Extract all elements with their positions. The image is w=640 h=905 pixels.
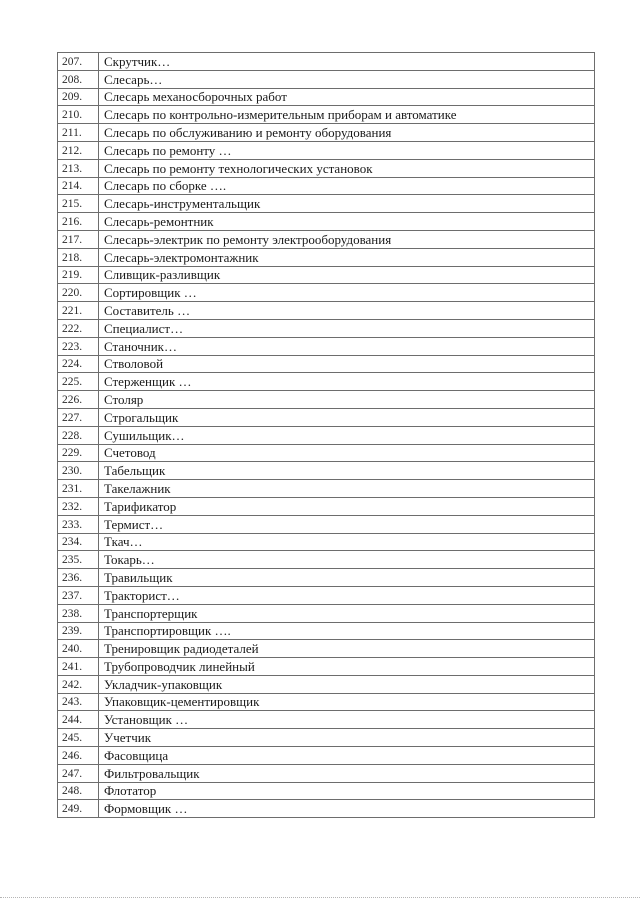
profession-name-cell: Стерженщик … bbox=[99, 373, 595, 391]
table-row bbox=[58, 159, 595, 177]
profession-name-cell: Транспортировщик …. bbox=[99, 622, 595, 640]
profession-name-cell: Слесарь по сборке …. bbox=[99, 177, 595, 195]
table-row bbox=[58, 764, 595, 782]
table-row bbox=[58, 658, 595, 676]
row-number-cell: 218. bbox=[58, 248, 99, 266]
row-number-cell: 229. bbox=[58, 444, 99, 462]
row-number-cell: 227. bbox=[58, 408, 99, 426]
row-number-cell: 211. bbox=[58, 124, 99, 142]
row-number-cell: 215. bbox=[58, 195, 99, 213]
profession-name-cell: Упаковщик-цементировщик bbox=[99, 693, 595, 711]
profession-name-cell: Тракторист… bbox=[99, 586, 595, 604]
row-number-cell: 240. bbox=[58, 640, 99, 658]
row-number-cell: 230. bbox=[58, 462, 99, 480]
table-row bbox=[58, 569, 595, 587]
table-row bbox=[58, 747, 595, 765]
row-number-cell: 232. bbox=[58, 497, 99, 515]
profession-name-cell: Укладчик-упаковщик bbox=[99, 675, 595, 693]
profession-name-cell: Слесарь по ремонту технологических установок bbox=[99, 159, 595, 177]
row-number-cell: 209. bbox=[58, 88, 99, 106]
row-number-cell: 225. bbox=[58, 373, 99, 391]
table-row bbox=[58, 444, 595, 462]
table-row bbox=[58, 586, 595, 604]
profession-name-cell: Трубопроводчик линейный bbox=[99, 658, 595, 676]
row-number-cell: 238. bbox=[58, 604, 99, 622]
table-row bbox=[58, 373, 595, 391]
row-number-cell: 233. bbox=[58, 515, 99, 533]
row-number-cell: 236. bbox=[58, 569, 99, 587]
table-row bbox=[58, 426, 595, 444]
table-row bbox=[58, 604, 595, 622]
table-row bbox=[58, 800, 595, 818]
profession-name-cell: Столяр bbox=[99, 391, 595, 409]
table-row bbox=[58, 462, 595, 480]
profession-name-cell: Фасовщица bbox=[99, 747, 595, 765]
row-number-cell: 219. bbox=[58, 266, 99, 284]
profession-name-cell: Сортировщик … bbox=[99, 284, 595, 302]
row-number-cell: 226. bbox=[58, 391, 99, 409]
table-row bbox=[58, 141, 595, 159]
row-number-cell: 235. bbox=[58, 551, 99, 569]
table-row bbox=[58, 53, 595, 71]
profession-name-cell: Специалист… bbox=[99, 319, 595, 337]
row-number-cell: 237. bbox=[58, 586, 99, 604]
table-row bbox=[58, 266, 595, 284]
profession-name-cell: Сливщик-разливщик bbox=[99, 266, 595, 284]
professions-table-body bbox=[58, 53, 595, 818]
row-number-cell: 213. bbox=[58, 159, 99, 177]
profession-name-cell: Счетовод bbox=[99, 444, 595, 462]
profession-name-cell: Слесарь… bbox=[99, 70, 595, 88]
profession-name-cell: Слесарь по контрольно-измерительным приборам и автоматике bbox=[99, 106, 595, 124]
row-number-cell: 246. bbox=[58, 747, 99, 765]
row-number-cell: 234. bbox=[58, 533, 99, 551]
row-number-cell: 216. bbox=[58, 213, 99, 231]
table-row bbox=[58, 533, 595, 551]
table-row bbox=[58, 248, 595, 266]
table-row bbox=[58, 711, 595, 729]
profession-name-cell: Табельщик bbox=[99, 462, 595, 480]
profession-name-cell: Флотатор bbox=[99, 782, 595, 800]
profession-name-cell: Слесарь механосборочных работ bbox=[99, 88, 595, 106]
row-number-cell: 223. bbox=[58, 337, 99, 355]
table-row bbox=[58, 88, 595, 106]
table-row bbox=[58, 230, 595, 248]
table-row bbox=[58, 284, 595, 302]
row-number-cell: 212. bbox=[58, 141, 99, 159]
table-row bbox=[58, 497, 595, 515]
row-number-cell: 208. bbox=[58, 70, 99, 88]
row-number-cell: 243. bbox=[58, 693, 99, 711]
table-row bbox=[58, 106, 595, 124]
table-row bbox=[58, 640, 595, 658]
table-row bbox=[58, 408, 595, 426]
table-row bbox=[58, 302, 595, 320]
row-number-cell: 241. bbox=[58, 658, 99, 676]
row-number-cell: 224. bbox=[58, 355, 99, 373]
table-row bbox=[58, 177, 595, 195]
profession-name-cell: Составитель … bbox=[99, 302, 595, 320]
profession-name-cell: Формовщик … bbox=[99, 800, 595, 818]
row-number-cell: 244. bbox=[58, 711, 99, 729]
table-row bbox=[58, 729, 595, 747]
profession-name-cell: Транспортерщик bbox=[99, 604, 595, 622]
table-row bbox=[58, 337, 595, 355]
table-row bbox=[58, 782, 595, 800]
profession-name-cell: Травильщик bbox=[99, 569, 595, 587]
page-bottom-divider bbox=[0, 897, 640, 898]
profession-name-cell: Слесарь по ремонту … bbox=[99, 141, 595, 159]
profession-name-cell: Учетчик bbox=[99, 729, 595, 747]
row-number-cell: 239. bbox=[58, 622, 99, 640]
table-row bbox=[58, 355, 595, 373]
row-number-cell: 242. bbox=[58, 675, 99, 693]
row-number-cell: 221. bbox=[58, 302, 99, 320]
profession-name-cell: Тренировщик радиодеталей bbox=[99, 640, 595, 658]
row-number-cell: 217. bbox=[58, 230, 99, 248]
table-row bbox=[58, 551, 595, 569]
table-row bbox=[58, 622, 595, 640]
row-number-cell: 247. bbox=[58, 764, 99, 782]
table-row bbox=[58, 213, 595, 231]
profession-name-cell: Скрутчик… bbox=[99, 53, 595, 71]
professions-table bbox=[57, 52, 595, 818]
profession-name-cell: Строгальщик bbox=[99, 408, 595, 426]
row-number-cell: 231. bbox=[58, 480, 99, 498]
table-row bbox=[58, 195, 595, 213]
row-number-cell: 228. bbox=[58, 426, 99, 444]
profession-name-cell: Сушильщик… bbox=[99, 426, 595, 444]
table-row bbox=[58, 391, 595, 409]
profession-name-cell: Токарь… bbox=[99, 551, 595, 569]
profession-name-cell: Слесарь по обслуживанию и ремонту оборудования bbox=[99, 124, 595, 142]
profession-name-cell: Слесарь-электромонтажник bbox=[99, 248, 595, 266]
profession-name-cell: Термист… bbox=[99, 515, 595, 533]
profession-name-cell: Станочник… bbox=[99, 337, 595, 355]
row-number-cell: 207. bbox=[58, 53, 99, 71]
row-number-cell: 210. bbox=[58, 106, 99, 124]
table-row bbox=[58, 70, 595, 88]
row-number-cell: 220. bbox=[58, 284, 99, 302]
profession-name-cell: Тарификатор bbox=[99, 497, 595, 515]
table-row bbox=[58, 515, 595, 533]
row-number-cell: 245. bbox=[58, 729, 99, 747]
row-number-cell: 222. bbox=[58, 319, 99, 337]
profession-name-cell: Такелажник bbox=[99, 480, 595, 498]
table-row bbox=[58, 124, 595, 142]
row-number-cell: 214. bbox=[58, 177, 99, 195]
table-row bbox=[58, 693, 595, 711]
profession-name-cell: Установщик … bbox=[99, 711, 595, 729]
profession-name-cell: Слесарь-электрик по ремонту электрооборудования bbox=[99, 230, 595, 248]
profession-name-cell: Стволовой bbox=[99, 355, 595, 373]
table-row bbox=[58, 480, 595, 498]
profession-name-cell: Ткач… bbox=[99, 533, 595, 551]
profession-name-cell: Слесарь-инструментальщик bbox=[99, 195, 595, 213]
row-number-cell: 248. bbox=[58, 782, 99, 800]
profession-name-cell: Слесарь-ремонтник bbox=[99, 213, 595, 231]
table-row bbox=[58, 319, 595, 337]
row-number-cell: 249. bbox=[58, 800, 99, 818]
profession-name-cell: Фильтровальщик bbox=[99, 764, 595, 782]
table-row bbox=[58, 675, 595, 693]
